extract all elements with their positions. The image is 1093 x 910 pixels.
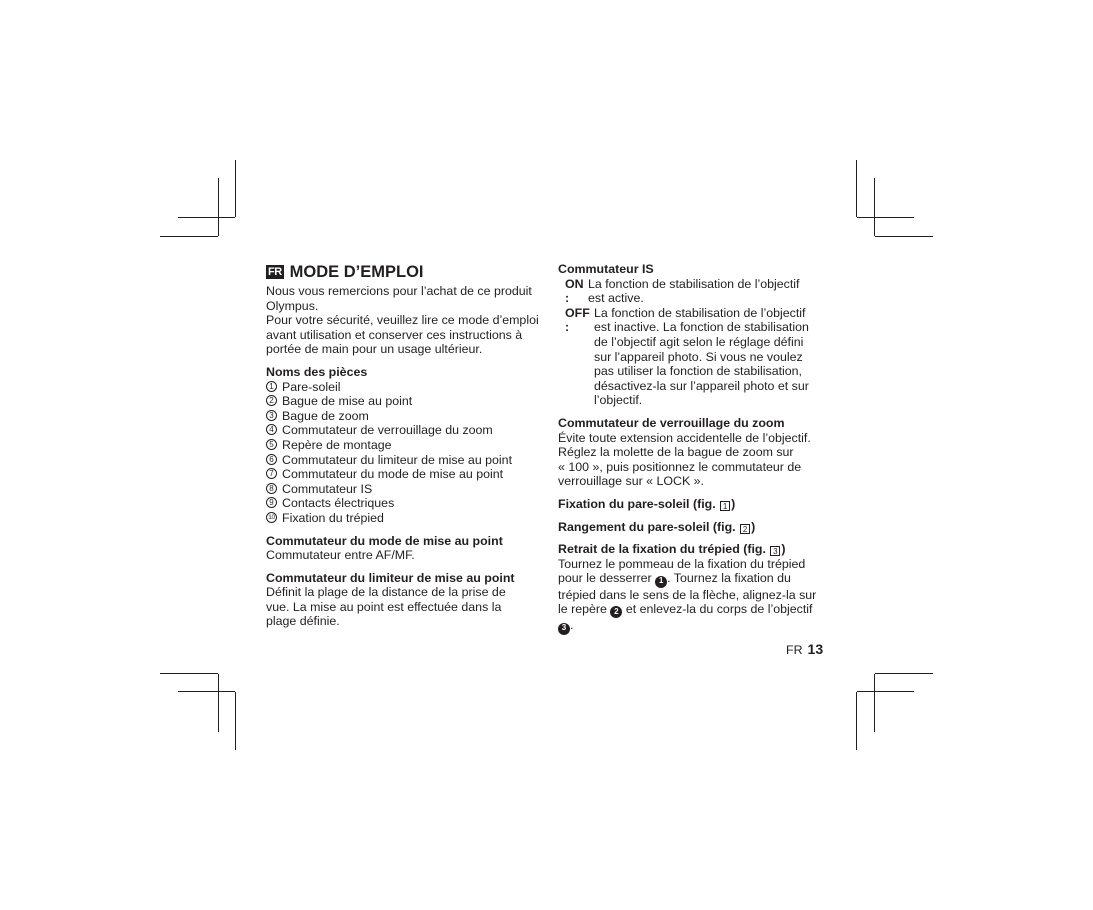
text-line: trépied dans le sens de la flèche, alignez-la sur (558, 587, 817, 602)
item-label: Fixation du trépied (282, 510, 384, 525)
figure-ref: 1 (720, 501, 730, 511)
text-line: Tournez le pommeau de la fixation du trépied (558, 556, 806, 571)
intro-text (266, 284, 541, 357)
focus-mode-text: Commutateur entre AF/MF. (266, 548, 415, 563)
item-label: Bague de zoom (282, 408, 369, 423)
item-label: Pare-soleil (282, 379, 341, 394)
item-number: 2 (266, 395, 277, 406)
text-run: le repère (558, 602, 607, 617)
item-label: Commutateur du limiteur de mise au point (282, 452, 513, 467)
heading-close: ) (781, 542, 786, 557)
item-number: 4 (266, 424, 277, 435)
item-number: 7 (266, 468, 277, 479)
intro-line: portée de main pour un usage ultérieur. (266, 342, 483, 357)
list-item (266, 423, 541, 438)
text-line: est active. (588, 291, 644, 306)
text-run: . (570, 618, 574, 633)
text-line: vue. La mise au point est effectuée dans la (266, 599, 502, 614)
focus-limiter-heading: Commutateur du limiteur de mise au point (266, 570, 515, 585)
intro-line: Nous vous remercions pour l’achat de ce produit (266, 284, 532, 298)
page-title (266, 262, 541, 282)
focus-limiter-text (266, 585, 541, 629)
text-line (558, 618, 830, 634)
list-item (266, 380, 541, 395)
heading-close: ) (751, 519, 756, 534)
zoom-lock-heading: Commutateur de verrouillage du zoom (558, 415, 785, 430)
left-column (266, 262, 541, 629)
footer-language: FR (786, 643, 803, 657)
step-marker: 1 (655, 576, 667, 588)
hood-attach-heading (558, 497, 830, 512)
text-run: pour le desserrer (558, 571, 652, 586)
text-line: de l’objectif agit selon le réglage défini (594, 334, 804, 349)
text-line (558, 602, 830, 618)
text-line: sur l’appareil photo. Si vous ne voulez (594, 349, 803, 364)
on-label: ON : (565, 276, 584, 306)
text-line: est inactive. La fonction de stabilisation (594, 320, 809, 335)
item-label: Commutateur IS (282, 481, 373, 496)
text-line (558, 571, 830, 587)
heading-close: ) (731, 496, 736, 511)
list-item (266, 394, 541, 409)
item-number: 1 (266, 381, 277, 392)
intro-line: Pour votre sécurité, veuillez lire ce mode d’emploi (266, 313, 539, 328)
parts-list (266, 380, 541, 526)
step-marker: 3 (558, 623, 570, 635)
figure-ref: 3 (770, 546, 780, 556)
parts-heading: Noms des pièces (266, 364, 368, 379)
page-footer (786, 641, 823, 657)
tripod-removal-text (558, 557, 830, 635)
text-line: Évite toute extension accidentelle de l’objectif. (558, 430, 811, 445)
list-item (266, 511, 541, 526)
item-number: 9 (266, 497, 277, 508)
focus-mode-heading: Commutateur du mode de mise au point (266, 533, 503, 548)
text-line: La fonction de stabilisation de l’objectif (588, 276, 800, 291)
heading-text: Retrait de la fixation du trépied (fig. (558, 542, 766, 557)
list-item (266, 496, 541, 511)
title-text: MODE D’EMPLOI (289, 263, 424, 281)
item-number: 8 (266, 483, 277, 494)
language-badge: FR (268, 266, 282, 278)
figure-ref: 2 (740, 524, 750, 534)
text-run: . Tournez la fixation du (667, 571, 791, 586)
item-number: 5 (266, 439, 277, 450)
text-line: l’objectif. (594, 393, 643, 408)
item-number: 6 (266, 454, 277, 465)
text-line: pas utiliser la fonction de stabilisation, (594, 364, 803, 379)
item-number: 3 (266, 410, 277, 421)
text-line: La fonction de stabilisation de l’objectif (594, 305, 806, 320)
is-off-entry (558, 306, 830, 408)
list-item (266, 482, 541, 497)
heading-text: Rangement du pare-soleil (fig. (558, 519, 736, 534)
page-number: 13 (807, 641, 824, 657)
item-label: Repère de montage (282, 437, 392, 452)
text-line: Réglez la molette de la bague de zoom sur (558, 445, 794, 460)
item-label: Contacts électriques (282, 496, 395, 511)
item-label: Bague de mise au point (282, 394, 413, 409)
tripod-removal-heading (558, 542, 830, 557)
list-item (266, 409, 541, 424)
right-column (558, 262, 830, 635)
item-label: Commutateur du mode de mise au point (282, 467, 504, 482)
list-item (266, 467, 541, 482)
off-label: OFF : (565, 305, 590, 335)
is-on-entry (558, 277, 830, 306)
is-switch-heading: Commutateur IS (558, 262, 654, 276)
intro-line: avant utilisation et conserver ces instructions à (266, 327, 523, 342)
step-marker: 2 (610, 606, 622, 618)
text-line: « 100 », puis positionnez le commutateur de (558, 459, 802, 474)
zoom-lock-text (558, 431, 830, 489)
text-run: et enlevez-la du corps de l’objectif (625, 602, 813, 617)
text-line: verrouillage sur « LOCK ». (558, 474, 705, 489)
item-label: Commutateur de verrouillage du zoom (282, 423, 493, 438)
item-number: 10 (266, 512, 277, 523)
text-line: plage définie. (266, 614, 340, 629)
list-item (266, 438, 541, 453)
heading-text: Fixation du pare-soleil (fig. (558, 496, 716, 511)
list-item (266, 453, 541, 468)
hood-storage-heading (558, 520, 830, 535)
text-line: désactivez-la sur l’appareil photo et sur (594, 378, 809, 393)
text-line: Définit la plage de la distance de la prise de (266, 585, 506, 600)
intro-line: Olympus. (266, 298, 319, 313)
